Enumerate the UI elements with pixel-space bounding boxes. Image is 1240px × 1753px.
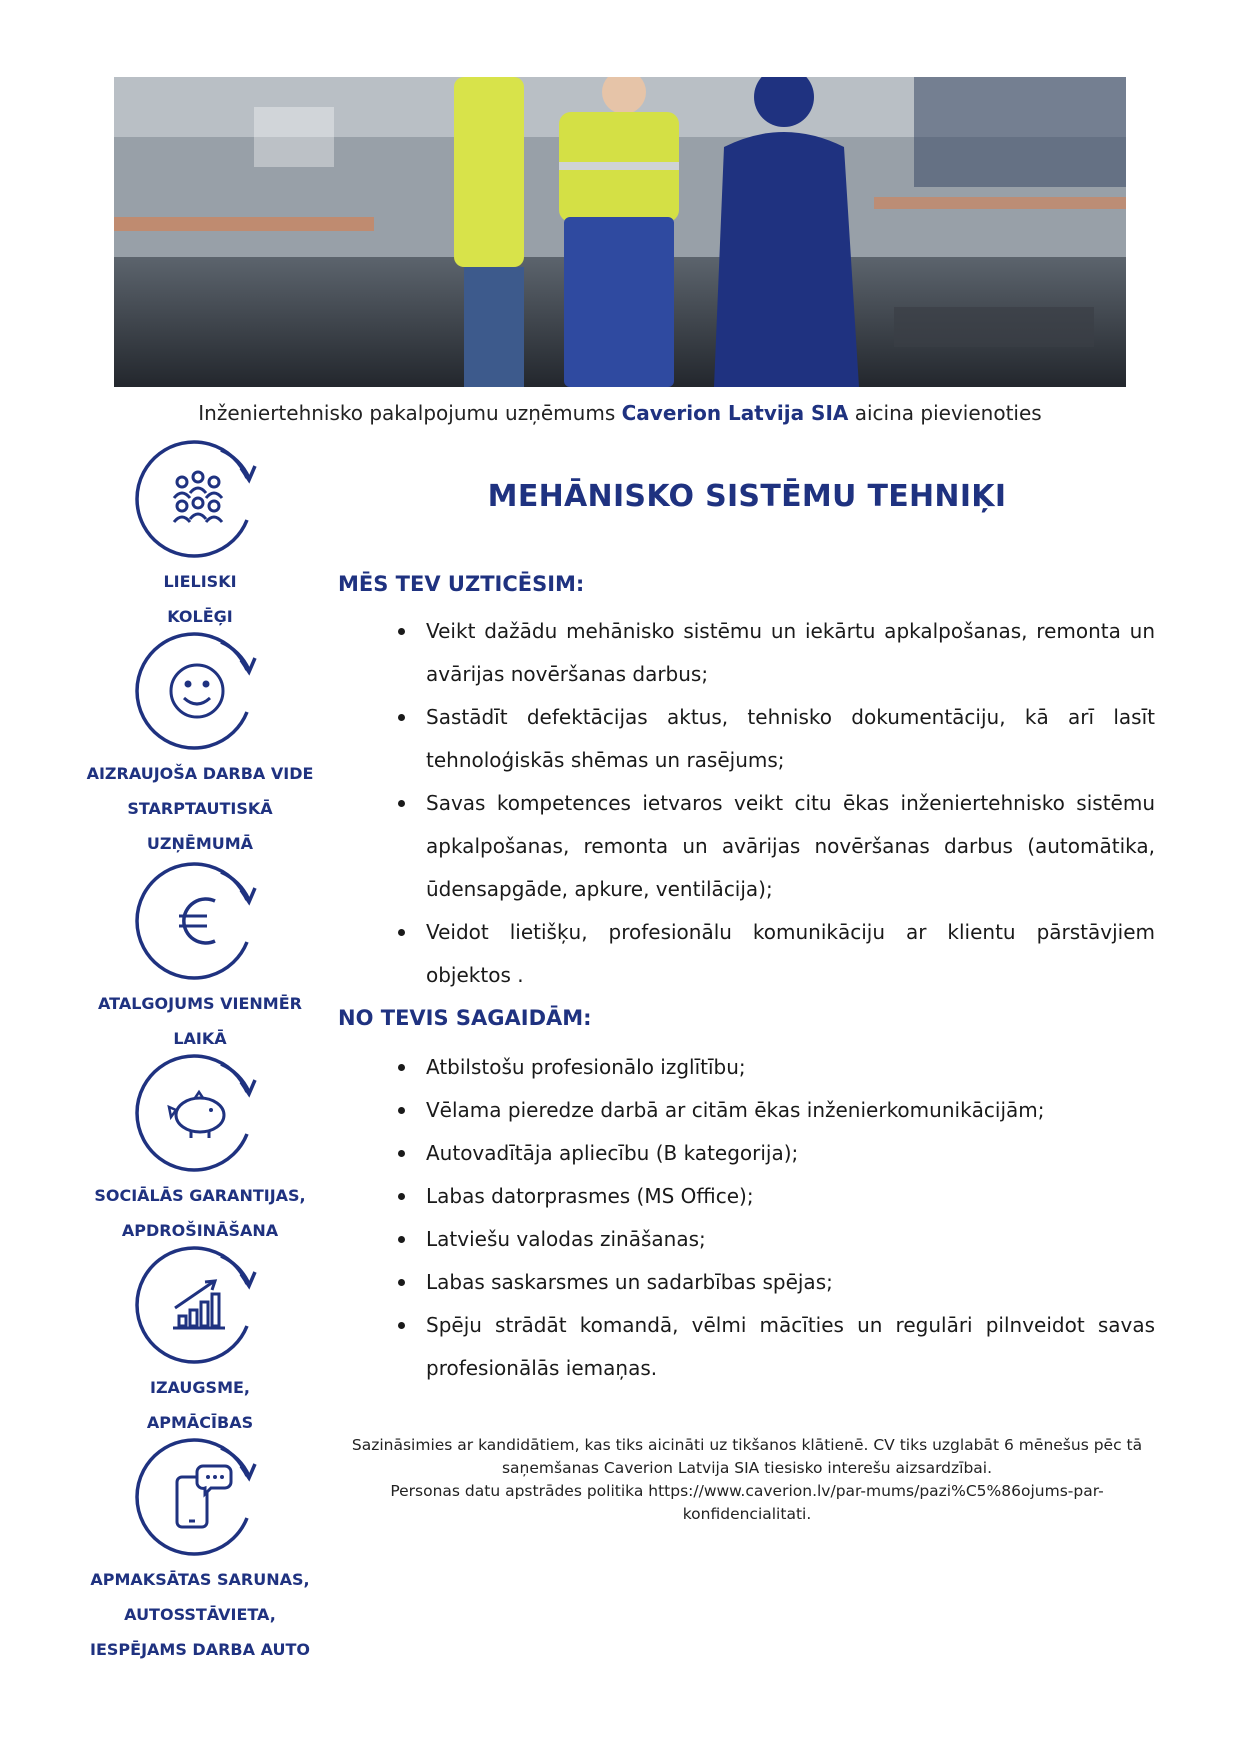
smiley-icon (135, 626, 265, 756)
benefit-colleagues (80, 434, 320, 634)
section-heading-requirements: NO TEVIS SAGAIDĀM: (338, 1006, 592, 1030)
phone-chat-icon (135, 1432, 265, 1562)
privacy-note (338, 1434, 1156, 1526)
list-item: Sastādīt defektācijas aktus, tehnisko dokumentāciju, kā arī lasīt tehnoloģiskās shēmas un rasējums; (395, 696, 1155, 782)
list-item: Atbilstošu profesionālo izglītību; (395, 1046, 1155, 1089)
hero-illustration (114, 77, 1126, 387)
euro-icon (135, 856, 265, 986)
benefit-label: IZAUGSME, APMĀCĪBAS (146, 1378, 254, 1432)
list-item: Autovadītāja apliecību (B kategorija); (395, 1132, 1155, 1175)
intro-line (114, 401, 1126, 425)
people-icon (135, 434, 265, 564)
list-item: Veidot lietišķu, profesionālu komunikāciju ar klientu pārstāvjiem objektos . (395, 911, 1155, 997)
benefit-label: SOCIĀLĀS GARANTIJAS, APDROŠINĀŠANA (94, 1186, 306, 1240)
benefit-work-environment (80, 626, 320, 861)
list-item: Spēju strādāt komandā, vēlmi mācīties un regulāri pilnveidot savas profesionālās iemaņas. (395, 1304, 1155, 1390)
section-heading-tasks: MĒS TEV UZTICĒSIM: (338, 572, 585, 596)
hero-photo (114, 77, 1126, 387)
benefit-label: ATALGOJUMS VIENMĒR LAIKĀ (98, 994, 302, 1048)
benefit-label: APMAKSĀTAS SARUNAS, AUTOSSTĀVIETA, IESPĒJAMS DARBA AUTO (90, 1570, 310, 1659)
company-name: Caverion Latvija SIA (621, 401, 849, 425)
list-item: Labas datorprasmes (MS Office); (395, 1175, 1155, 1218)
privacy-policy-link[interactable]: Personas datu apstrādes politika https://www.caverion.lv/par-mums/pazi%C5%86ojums-par-konfidencialitati. (390, 1482, 1104, 1523)
benefit-label: AIZRAUJOŠA DARBA VIDE STARPTAUTISKĀ UZŅĒMUMĀ (86, 764, 314, 853)
job-title: MEHĀNISKO SISTĒMU TEHNIĶI (487, 479, 1007, 514)
benefit-growth (80, 1240, 320, 1440)
benefit-salary (80, 856, 320, 1056)
tasks-list (395, 610, 1155, 997)
list-item: Latviešu valodas zināšanas; (395, 1218, 1155, 1261)
list-item: Savas kompetences ietvaros veikt citu ēkas inženiertehnisko sistēmu apkalpošanas, remonta un avārijas novēršanas darbus (automātika, ūdensapgāde, apkure, ventilācija); (395, 782, 1155, 911)
benefit-label: LIELISKI KOLĒĢI (163, 572, 237, 626)
contact-note: Sazināsimies ar kandidātiem, kas tiks aicināti uz tikšanos klātienē. CV tiks uzglabāt 6 mēnešus pēc tā saņemšanas Caverion Latvija SIA tiesisko interešu aizsardzībai. (351, 1436, 1143, 1477)
requirements-list (395, 1046, 1155, 1390)
growth-chart-icon (135, 1240, 265, 1370)
list-item: Labas saskarsmes un sadarbības spējas; (395, 1261, 1155, 1304)
intro-prefix: Inženiertehnisko pakalpojumu uzņēmums (198, 401, 622, 425)
benefit-perks (80, 1432, 320, 1667)
benefit-social-guarantees (80, 1048, 320, 1248)
list-item: Vēlama pieredze darbā ar citām ēkas inženierkomunikācijām; (395, 1089, 1155, 1132)
intro-suffix: aicina pievienoties (848, 401, 1042, 425)
list-item: Veikt dažādu mehānisko sistēmu un iekārtu apkalpošanas, remonta un avārijas novēršanas darbus; (395, 610, 1155, 696)
piggy-bank-icon (135, 1048, 265, 1178)
